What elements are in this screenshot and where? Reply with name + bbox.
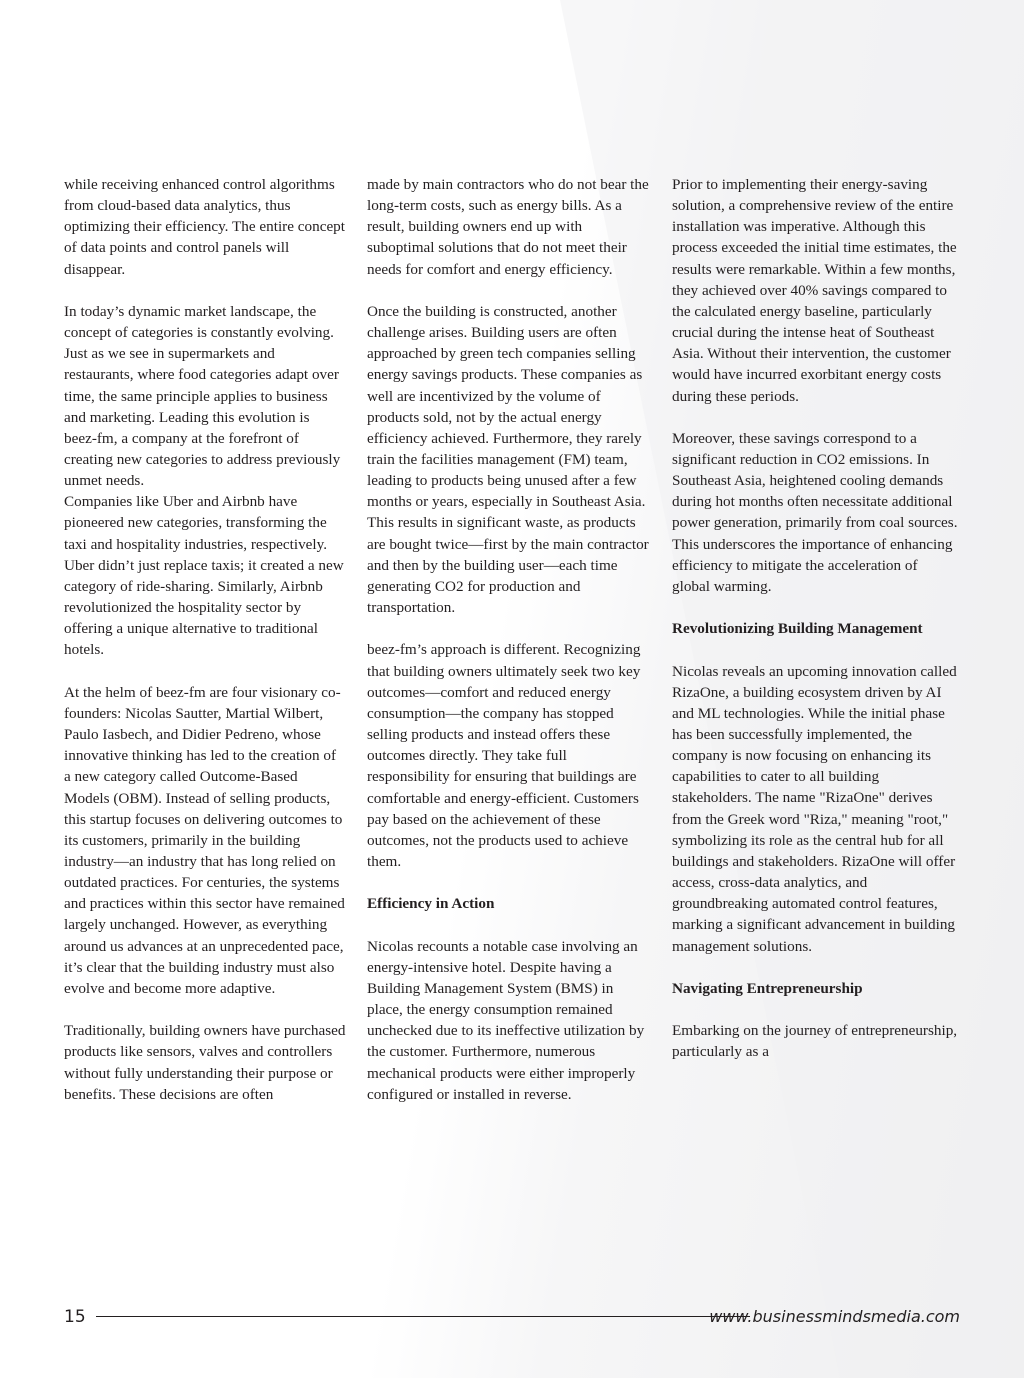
paragraph: Once the building is constructed, another challenge arises. Building users are often approached by green tech companies selling energy savings products. These companies as well are incentivized by the volume of products sold, not by the actual energy efficiency achieved. Furthermore, they rarely train the facilities management (FM) team, leading to products being unused after a few months or years, especially in Southeast Asia. This results in significant waste, as products are bought twice—first by the main contractor and then by the building user—each time generating CO2 for production and transportation. <box>367 302 649 617</box>
paragraph: Companies like Uber and Airbnb have pioneered new categories, transforming the taxi and hospitality industries, respectively. Uber didn’t just replace taxis; it created a new category of ride-sharing. Similarly, Airbnb revolutionized the hospitality sector by offering a unique alternative to traditional hotels. <box>64 493 344 659</box>
page-number: 15 <box>64 1307 86 1327</box>
article-column-2 <box>367 174 649 1126</box>
paragraph: Prior to implementing their energy-saving solution, a comprehensive review of the entire installation was imperative. Although this process exceeded the initial time estimates, the results were remarkable. Within a few months, they achieved over 40% savings compared to the calculated energy baseline, particularly crucial during the intense heat of Southeast Asia. Without their intervention, the customer would have incurred exorbitant energy costs during these periods. <box>672 176 957 405</box>
paragraph: Nicolas recounts a notable case involving an energy-intensive hotel. Despite having a Building Management System (BMS) in place, the energy consumption remained unchecked due to its ineffective utilization by the customer. Furthermore, numerous mechanical products were either improperly configured or installed in reverse. <box>367 937 645 1103</box>
paragraph: Moreover, these savings correspond to a significant reduction in CO2 emissions. In Southeast Asia, heightened cooling demands during hot months often necessitate additional power generation, primarily from coal sources. This underscores the importance of enhancing efficiency to mitigate the acceleration of global warming. <box>672 429 958 595</box>
paragraph: At the helm of beez-fm are four visionary co-founders: Nicolas Sautter, Martial Wilbert, Paulo Iasbech, and Didier Pedreno, whose innovative thinking has led to the creation of a new category called Outcome-Based Models (OBM). Instead of selling products, this startup focuses on delivering outcomes to its customers, primarily in the building industry—an industry that has long relied on outdated practices. For centuries, the systems and practices within this sector have remained largely unchanged. However, as everything around us advances at an unprecedented pace, it’s clear that the building industry must also evolve and become more adaptive. <box>64 683 345 997</box>
section-heading: Efficiency in Action <box>367 895 495 913</box>
paragraph: while receiving enhanced control algorithms from cloud-based data analytics, thus optimizing their efficiency. The entire concept of data points and control panels will disappear. <box>64 176 345 278</box>
article-column-1 <box>64 174 346 1126</box>
paragraph: Nicolas reveals an upcoming innovation called RizaOne, a building ecosystem driven by AI and ML technologies. While the initial phase has been successfully implemented, the company is now focusing on enhancing its capabilities to cater to all building stakeholders. The name "RizaOne" derives from the Greek word "Riza," meaning "root," symbolizing its role as the central hub for all buildings and stakeholders. RizaOne will offer access, cross-data analytics, and groundbreaking automated control features, marking a significant advancement in building management solutions. <box>672 662 957 955</box>
article-column-3 <box>672 174 958 1084</box>
website-url: www.businessmindsmedia.com <box>709 1307 960 1326</box>
section-heading: Navigating Entrepreneurship <box>672 979 863 997</box>
paragraph: made by main contractors who do not bear the long-term costs, such as energy bills. As a result, building owners end up with suboptimal solutions that do not meet their needs for comfort and energy efficiency. <box>367 176 649 278</box>
section-heading: Revolutionizing Building Management <box>672 620 923 638</box>
paragraph: In today’s dynamic market landscape, the concept of categories is constantly evolving. Just as we see in supermarkets and restaurants, where food categories adapt over time, the same principle applies to business and marketing. Leading this evolution is beez-fm, a company at the forefront of creating new categories to address previously unmet needs. <box>64 302 341 490</box>
paragraph: beez-fm’s approach is different. Recognizing that building owners ultimately seek two key outcomes—comfort and reduced energy consumption—the company has stopped selling products and instead offers these outcomes directly. They take full responsibility for ensuring that buildings are comfortable and energy-efficient. Customers pay based on the achievement of these outcomes, not the products used to achieve them. <box>367 641 641 870</box>
footer-divider <box>96 1316 750 1317</box>
paragraph: Embarking on the journey of entrepreneurship, particularly as a <box>672 1022 958 1061</box>
paragraph: Traditionally, building owners have purchased products like sensors, valves and controllers without fully understanding their purpose or benefits. These decisions are often <box>64 1022 346 1103</box>
page-footer <box>64 1306 960 1330</box>
